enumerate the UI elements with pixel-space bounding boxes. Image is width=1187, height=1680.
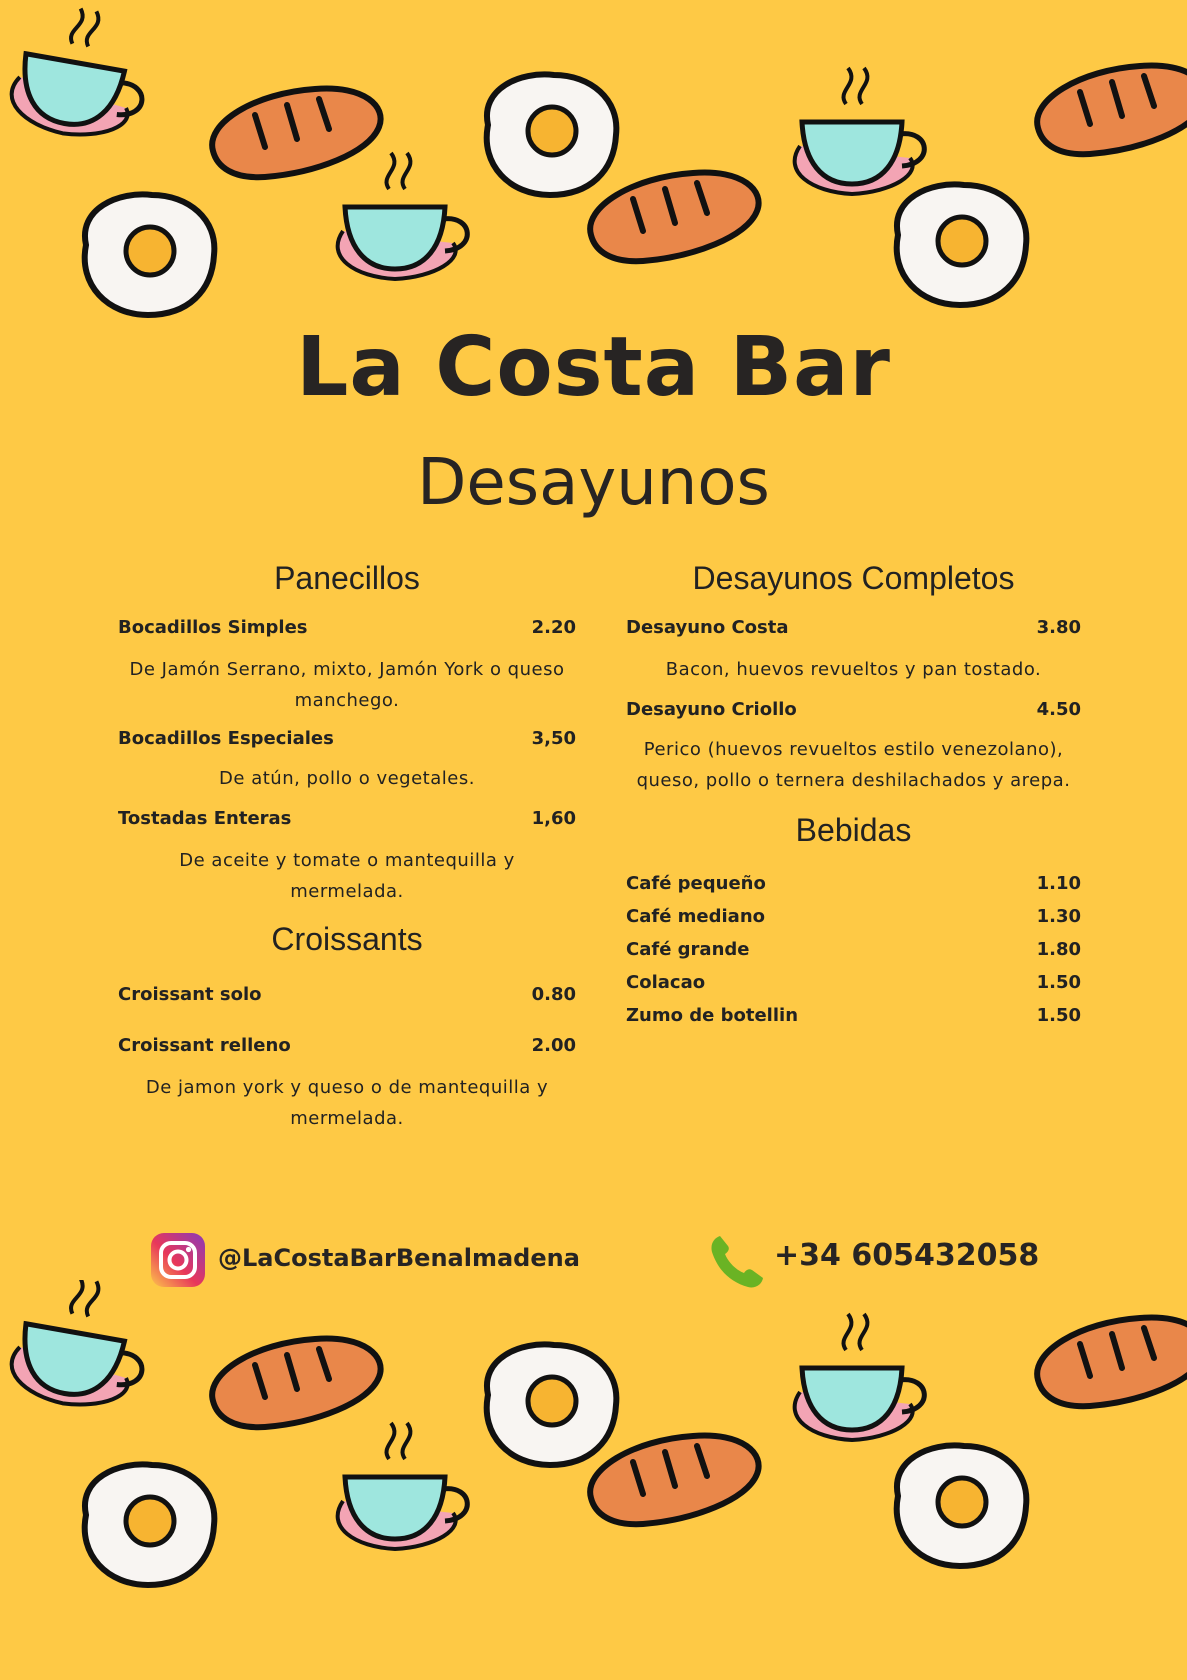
menu-item bbox=[118, 617, 576, 638]
item-price: 1.50 bbox=[1036, 972, 1081, 993]
item-price: 1.80 bbox=[1036, 939, 1081, 960]
item-name: Colacao bbox=[626, 972, 706, 993]
menu-item bbox=[626, 699, 1081, 720]
item-price: 3,50 bbox=[531, 728, 576, 749]
decoration-bottom bbox=[0, 1280, 1187, 1610]
item-name: Bocadillos Especiales bbox=[118, 728, 334, 749]
menu-item bbox=[626, 972, 1081, 993]
section-title-croissants: Croissants bbox=[271, 921, 423, 957]
item-name: Café mediano bbox=[626, 906, 766, 927]
item-name: Bocadillos Simples bbox=[118, 617, 308, 638]
menu-item bbox=[626, 1005, 1081, 1026]
item-name: Desayuno Costa bbox=[626, 617, 789, 638]
menu-item bbox=[118, 728, 576, 749]
item-description: Perico (huevos revueltos estilo venezolano), queso, pollo o ternera deshilachados y arepa. bbox=[636, 739, 1071, 791]
item-price: 1.30 bbox=[1036, 906, 1081, 927]
item-price: 2.20 bbox=[531, 617, 576, 638]
menu-item bbox=[626, 617, 1081, 638]
item-description: De Jamón Serrano, mixto, Jamón York o queso manchego. bbox=[129, 659, 565, 711]
right-column bbox=[626, 560, 1081, 1026]
decoration-top bbox=[0, 0, 1187, 330]
item-description: De jamon york y queso o de mantequilla y mermelada. bbox=[145, 1077, 549, 1129]
item-description: De aceite y tomate o mantequilla y mermelada. bbox=[179, 850, 515, 902]
phone-number[interactable]: +34 605432058 bbox=[774, 1238, 1040, 1273]
item-price: 2.00 bbox=[531, 1035, 576, 1056]
section-title-desayunos-completos: Desayunos Completos bbox=[692, 560, 1015, 596]
section-title-panecillos: Panecillos bbox=[274, 560, 420, 596]
menu-item bbox=[118, 984, 576, 1005]
menu-item bbox=[118, 1035, 576, 1056]
item-description: De atún, pollo o vegetales. bbox=[219, 768, 475, 789]
item-price: 0.80 bbox=[531, 984, 576, 1005]
item-name: Café pequeño bbox=[626, 873, 766, 894]
item-name: Croissant solo bbox=[118, 984, 262, 1005]
menu-item bbox=[626, 939, 1081, 960]
item-price: 1,60 bbox=[531, 808, 576, 829]
item-price: 1.50 bbox=[1036, 1005, 1081, 1026]
item-name: Café grande bbox=[626, 939, 750, 960]
item-description: Bacon, huevos revueltos y pan tostado. bbox=[665, 659, 1042, 680]
left-column bbox=[118, 560, 576, 1134]
item-price: 4.50 bbox=[1036, 699, 1081, 720]
menu-item bbox=[118, 808, 576, 829]
menu-item bbox=[626, 906, 1081, 927]
page-subtitle: Desayunos bbox=[417, 446, 770, 520]
item-price: 1.10 bbox=[1036, 873, 1081, 894]
item-name: Croissant relleno bbox=[118, 1035, 291, 1056]
instagram-handle[interactable]: @LaCostaBarBenalmadena bbox=[218, 1244, 580, 1272]
page-title: La Costa Bar bbox=[296, 320, 891, 415]
item-name: Desayuno Criollo bbox=[626, 699, 797, 720]
section-title-bebidas: Bebidas bbox=[795, 812, 912, 848]
item-name: Zumo de botellin bbox=[626, 1005, 799, 1026]
item-name: Tostadas Enteras bbox=[118, 808, 292, 829]
item-price: 3.80 bbox=[1036, 617, 1081, 638]
menu-item bbox=[626, 873, 1081, 894]
